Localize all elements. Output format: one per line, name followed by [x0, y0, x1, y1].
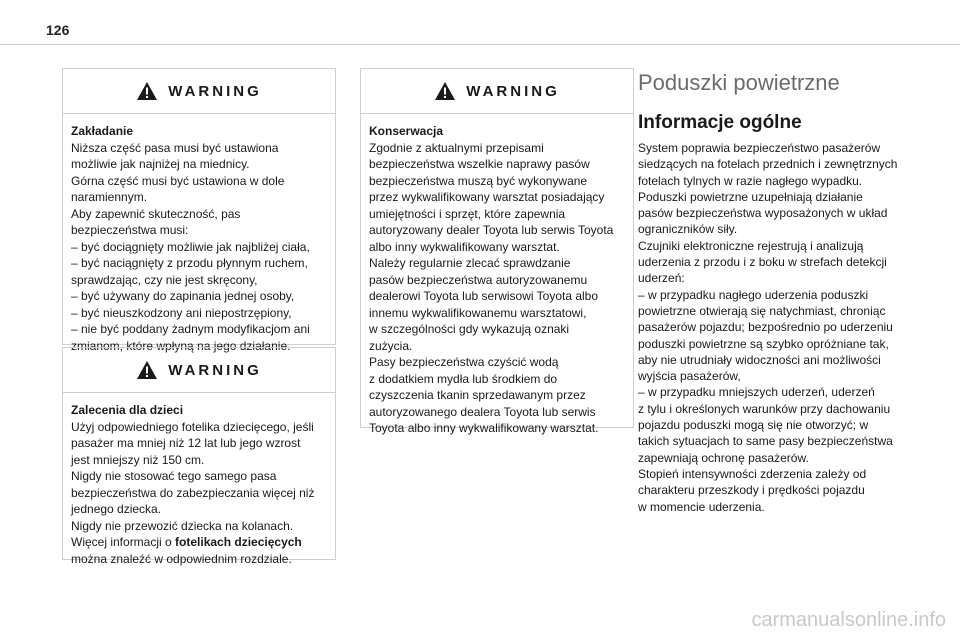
text-line: pasażer ma mniej niż 12 lat lub jego wzrost: [71, 436, 301, 450]
text-line: poduszki powietrzne są szybko opróżniane tak,: [638, 336, 889, 351]
text-line: uderzenia z przodu i z boku w strefach detekcji: [638, 255, 887, 270]
text-line: autoryzowanego dealera Toyota lub serwis: [369, 404, 596, 419]
reference-link-text: fotelikach dziecięcych: [175, 535, 302, 549]
text-line: – być naciągnięty z przodu płynnym ruchem,: [71, 256, 308, 270]
reference-prefix: Więcej informacji o: [71, 535, 176, 549]
text-line: zapewniają ochronę pasażerów.: [638, 450, 809, 465]
section-body: [638, 140, 938, 515]
text-line: pasażerów pojazdu; bezpośrednio po uderzeniu: [638, 320, 893, 335]
warning-heading: Zakładanie: [71, 124, 134, 138]
text-line: takich sytuacjach to same pasy bezpieczeństwa: [638, 434, 893, 449]
text-line: możliwie jak najniżej na miednicy.: [71, 157, 250, 171]
warning-body: [63, 393, 335, 575]
text-line: Należy regularnie zlecać sprawdzanie: [369, 256, 571, 270]
text-line: Użyj odpowiedniego fotelika dziecięcego, jeśli: [71, 419, 314, 434]
text-line: – nie być poddany żadnym modyfikacjom ani: [71, 322, 310, 336]
text-line: Toyota albo inny wykwalifikowany warsztat.: [369, 421, 599, 435]
text-line: uderzeń:: [638, 271, 685, 286]
text-line: w momencie uderzenia.: [638, 499, 765, 514]
warning-title: WARNING: [168, 82, 262, 100]
warning-header: [63, 348, 335, 393]
warning-title: WARNING: [466, 82, 560, 100]
text-line: – być dociągnięty możliwie jak najbliżej ciała,: [71, 239, 310, 254]
warning-triangle-icon: [136, 81, 158, 101]
text-line: w szczególności gdy wykazują oznaki: [369, 322, 570, 336]
warning-box-children: [62, 347, 336, 566]
text-line: powietrzne otwierają się natychmiast, chroniąc: [638, 303, 886, 318]
text-line: zużycia.: [369, 338, 413, 353]
text-line: System poprawia bezpieczeństwo pasażerów: [638, 141, 881, 155]
text-line: jednego dziecka.: [71, 502, 162, 516]
text-line-reference: [71, 534, 327, 551]
warning-box-maintenance: [360, 68, 634, 435]
warning-body: [63, 114, 335, 362]
text-line: naramiennym.: [71, 190, 148, 204]
text-line: Nigdy nie przewozić dziecka na kolanach.: [71, 518, 294, 533]
text-line: Górna część musi być ustawiona w dole: [71, 173, 285, 188]
warning-body: [361, 114, 633, 445]
text-line: autoryzowany dealer Toyota lub serwis Toyota: [369, 223, 614, 237]
text-line: Poduszki powietrzne uzupełniają działanie: [638, 189, 863, 204]
text-line: aby nie utrudniały widoczności ani możliwości: [638, 352, 881, 367]
warning-triangle-icon: [434, 81, 456, 101]
text-line: pojazdu poduszki mogą się nie otworzyć; w: [638, 418, 869, 433]
text-line: – być używany do zapinania jednej osoby,: [71, 289, 295, 303]
text-line: Aby zapewnić skuteczność, pas: [71, 206, 241, 221]
text-line: można znaleźć w odpowiednim rozdziale.: [71, 551, 292, 566]
header-divider: [0, 44, 960, 45]
text-line: siedzących na fotelach przednich i zewnętrznych: [638, 157, 898, 172]
text-line: czyszczenia tkanin sprzedawanym przez: [369, 388, 586, 402]
text-line: charakteru przeszkody i prędkości pojazdu: [638, 483, 865, 498]
warning-triangle-icon: [136, 360, 158, 380]
text-line: jest mniejszy niż 150 cm.: [71, 452, 205, 467]
text-line: Niższa część pasa musi być ustawiona: [71, 140, 279, 155]
text-line: innemu wykwalifikowanemu warsztatowi,: [369, 305, 587, 320]
text-line: bezpieczeństwa musi:: [71, 223, 189, 237]
text-line: – być nieuszkodzony ani niepostrzępiony,: [71, 305, 292, 320]
text-line: zmianom, które wpłyną na jego działanie.: [71, 338, 291, 353]
text-line: Nigdy nie stosować tego samego pasa: [71, 469, 277, 483]
watermark: carmanualsonline.info: [751, 609, 946, 631]
text-line: wyjścia pasażerów,: [638, 369, 741, 384]
text-line: Stopień intensywności zderzenia zależy od: [638, 466, 867, 481]
subsection-title: Informacje ogólne: [638, 112, 802, 133]
text-line: bezpieczeństwa do zabezpieczania więcej niż: [71, 485, 315, 500]
warning-heading: Konserwacja: [369, 124, 444, 138]
text-line: albo inny wykwalifikowany warsztat.: [369, 239, 560, 254]
warning-box-fastening: [62, 68, 336, 353]
text-line: umiejętności i sprzęt, które zapewnia: [369, 206, 566, 221]
text-line: pasów bezpieczeństwa autoryzowanemu: [369, 272, 588, 287]
text-line: z tylu i określonych warunków przy dachowaniu: [638, 401, 891, 416]
text-line: bezpieczeństwa muszą być wykonywane: [369, 173, 588, 188]
section-title: Poduszki powietrzne: [638, 70, 840, 95]
text-line: bezpieczeństwa wszelkie naprawy pasów: [369, 157, 590, 171]
text-line: – w przypadku mniejszych uderzeń, uderzeń: [638, 385, 875, 400]
text-line: – w przypadku nagłego uderzenia poduszki: [638, 287, 869, 302]
text-line: Zgodnie z aktualnymi przepisami: [369, 140, 544, 155]
page-number: 126: [46, 22, 70, 38]
text-line: Czujniki elektroniczne rejestrują i analizują: [638, 238, 864, 253]
text-line: Pasy bezpieczeństwa czyścić wodą: [369, 355, 559, 369]
text-line: z dodatkiem mydła lub środkiem do: [369, 371, 558, 386]
text-line: przez wykwalifikowany warsztat posiadający: [369, 190, 605, 204]
text-line: fotelach tylnych w razie nagłego wypadku.: [638, 173, 863, 188]
warning-title: WARNING: [168, 361, 262, 379]
text-line: ograniczników siły.: [638, 222, 738, 237]
warning-header: [63, 69, 335, 114]
text-line: dealerowi Toyota lub serwisowi Toyota albo: [369, 289, 599, 303]
warning-heading: Zalecenia dla dzieci: [71, 403, 184, 417]
text-line: pasów bezpieczeństwa wyposażonych w układ: [638, 206, 888, 221]
warning-header: [361, 69, 633, 114]
text-line: sprawdzając, czy nie jest skręcony,: [71, 272, 258, 287]
